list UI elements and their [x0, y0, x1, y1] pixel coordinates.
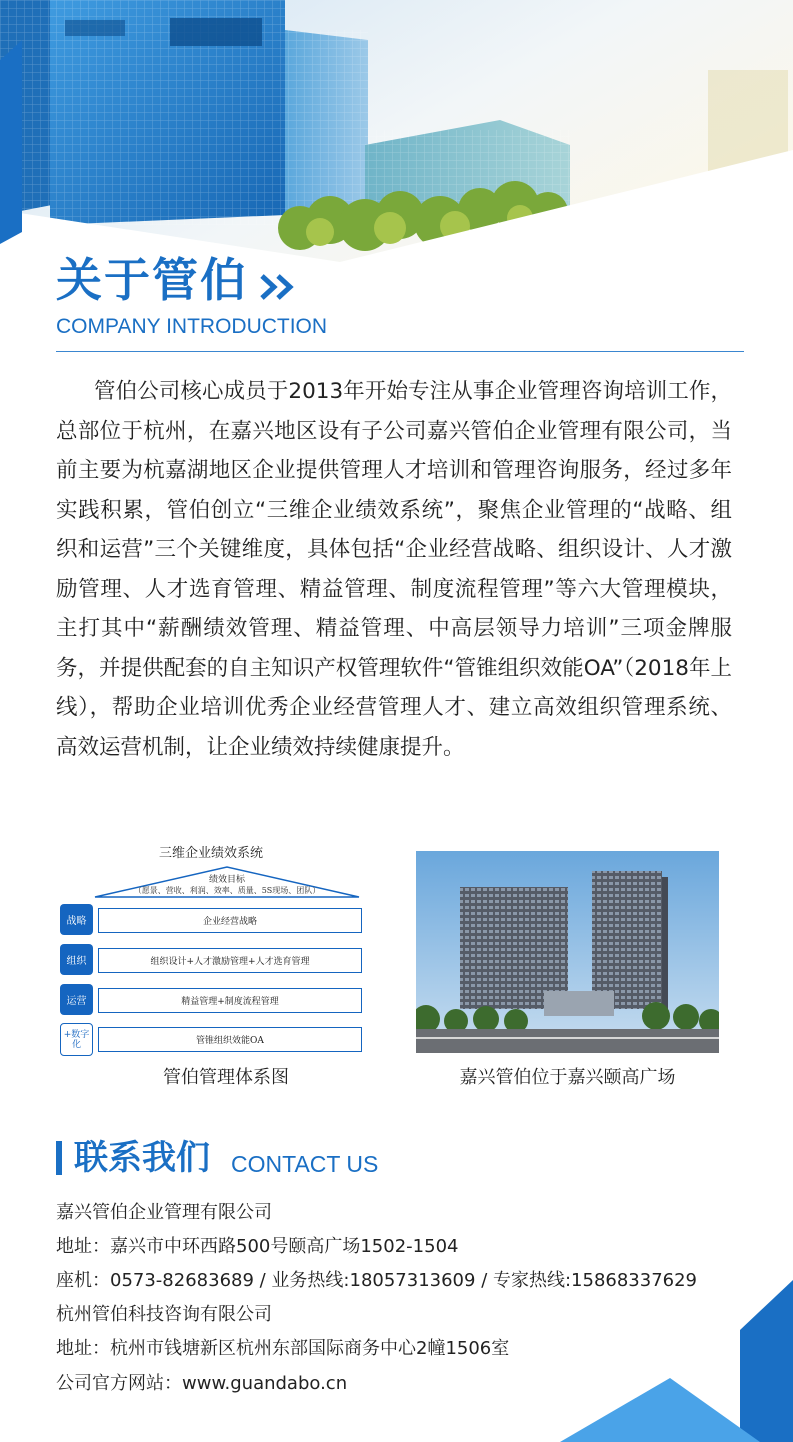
contact-title-bar: [56, 1141, 62, 1175]
website-link[interactable]: 公司官方网站：www.guandabo.cn: [56, 1373, 348, 1394]
goal-label: 绩效目标: [208, 875, 245, 885]
row-content-operations: 精益管理+制度流程管理: [98, 988, 362, 1013]
about-title: 关于管伯: [56, 253, 248, 307]
divider: [56, 351, 744, 352]
office-building-photo: [416, 851, 719, 1053]
company-name-hangzhou: 杭州管伯科技咨询有限公司: [56, 1304, 272, 1325]
photo-caption: 嘉兴管伯位于嘉兴颐高广场: [459, 1067, 676, 1088]
address-jiaxing: 地址：嘉兴市中环西路500号颐高广场1502-1504: [56, 1236, 459, 1257]
phone-numbers: 座机：0573-82683689 / 业务热线:18057313609 / 专家热线:15868337629: [56, 1270, 698, 1291]
address-hangzhou: 地址：杭州市钱塘新区杭州东部国际商务中心2幢1506室: [56, 1338, 510, 1359]
management-system-diagram: [56, 838, 366, 1060]
diagram-title: 三维企业绩效系统: [158, 846, 263, 861]
about-subtitle: COMPANY INTRODUCTION: [56, 315, 328, 338]
corner-decoration: [560, 1270, 793, 1442]
intro-paragraph: 管伯公司核心成员于2013年开始专注从事企业管理咨询培训工作，总部位于杭州，在嘉兴地区设有子公司嘉兴管伯企业管理有限公司，当前主要为杭嘉湖地区企业提供管理人才培训和管理咨询服务，经过多年实践积累，管伯创立“三维企业绩效系统”，聚焦企业管理的“战略、组织和运营”三个关键维度，具体包括“企业经营战略、组织设计、人才激励管理、人才选育管理、精益管理、制度流程管理”等六大管理模块，主打其中“薪酬绩效管理、精益管理、中高层领导力培训”三项金牌服务，并提供配套的自主知识产权管理软件“管锥组织效能OA”（2018年上线），帮助企业培训优秀企业经营管理人才、建立高效组织管理系统、高效运营机制，让企业绩效持续健康提升。: [56, 379, 732, 760]
row-content-strategy: 企业经营战略: [98, 908, 362, 933]
row-content-organization: 组织设计+人才激励管理+人才选育管理: [98, 948, 362, 973]
row-label-strategy: 战略: [60, 904, 93, 935]
double-chevron-icon: [258, 271, 298, 303]
contact-subtitle: CONTACT US: [231, 1151, 379, 1177]
row-label-operations: 运营: [60, 984, 93, 1015]
row-label-organization: 组织: [60, 944, 93, 975]
row-content-digital: 管锥组织效能OA: [98, 1027, 362, 1052]
goal-items: （愿景、营收、利润、效率、质量、5S现场、团队）: [133, 886, 321, 895]
company-name-jiaxing: 嘉兴管伯企业管理有限公司: [56, 1202, 272, 1223]
diagram-caption: 管伯管理体系图: [163, 1067, 289, 1088]
header-banner-image: [0, 0, 793, 265]
contact-title: 联系我们: [74, 1138, 210, 1178]
row-label-digital: +数字化: [60, 1023, 93, 1056]
